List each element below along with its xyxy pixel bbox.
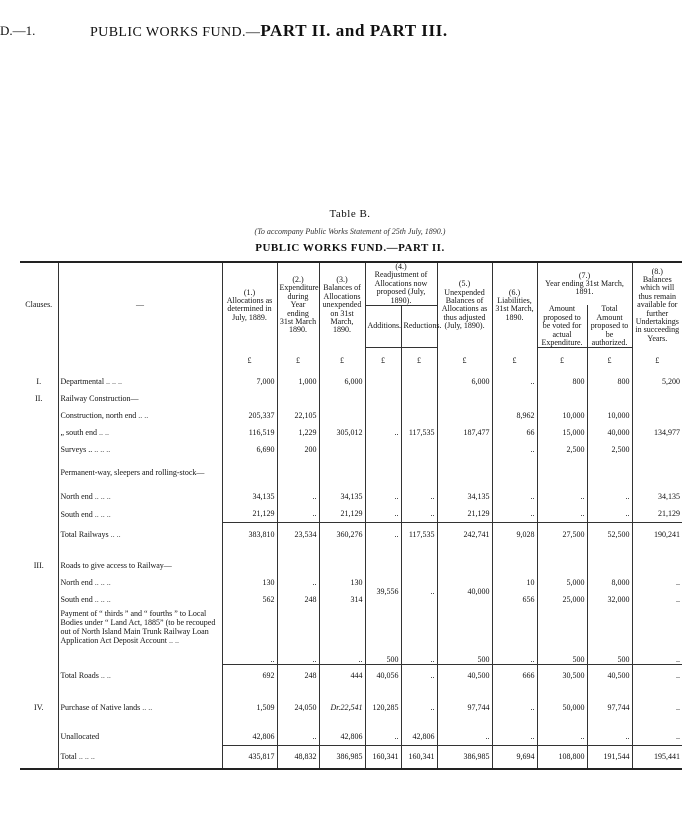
row-label: Railway Construction— [58,390,222,407]
cell: 117,535 [401,407,437,458]
cell: .. [632,699,682,716]
cell: 40,000 [437,574,492,608]
col8-num: (8.) [651,266,663,276]
clause: III. [33,561,44,571]
cell: 108,800 [537,745,587,769]
header-col8 [632,262,682,348]
cell: .. [277,488,319,505]
cell: 248 [277,591,319,608]
col5-label: Unexpended Balances of Allocations as thus adjusted (July, 1890). [441,287,488,331]
cell: .. [632,728,682,746]
title-prefix: PUBLIC WORKS FUND.— [90,25,261,40]
unit-c3: £ [319,348,365,374]
cell: .. [632,664,682,687]
cell: .. [492,505,537,523]
row-label: South end .. .. .. [58,591,222,608]
table-heading: PUBLIC WORKS FUND.—PART II. [255,242,445,254]
cell: 42,806 [222,728,277,746]
header-col4 [365,262,437,305]
cell: 10 [492,574,537,591]
title-bold: PART II. and PART III. [260,21,448,40]
unit-c7b: £ [587,348,632,374]
cell: 666 [492,664,537,687]
cell: .. [222,608,277,664]
cell: 23,534 [277,523,319,546]
cell: 22,105 [277,407,319,424]
cell: 30,500 [537,664,587,687]
unit-c8: £ [632,348,682,374]
cell: Dr.22,541 [319,699,365,716]
cell: .. [587,488,632,505]
cell: 656 [492,591,537,608]
cell: 195,441 [632,745,682,769]
row-label: Total Roads .. .. [58,664,222,687]
cell: 34,135 [632,488,682,505]
row-total-railways [20,523,682,546]
cell: 24,050 [277,699,319,716]
row-label: Surveys .. .. .. .. [58,441,222,458]
cell: 21,129 [319,505,365,523]
cell: .. [277,505,319,523]
cell: 5,000 [537,574,587,591]
cell: 562 [222,591,277,608]
cell: .. [401,608,437,664]
cell: 116,519 [222,424,277,441]
cell: 130 [319,574,365,591]
clause: I. [36,377,42,387]
row-label: Payment of “ thirds ” and “ fourths ” to Local Bodies under “ Land Act, 1885” (to be recouped out of North Island Main Trunk Railway Loan Application Act Deposit Account .. .. [58,608,222,664]
row-unallocated [20,728,682,746]
cell: 15,000 [537,424,587,441]
cell: 9,028 [492,523,537,546]
cell: .. [492,441,537,458]
cell: 32,000 [587,591,632,608]
cell: .. [632,591,682,608]
unit-c5: £ [437,348,492,374]
cell: .. [537,505,587,523]
header-col6 [492,262,537,348]
cell: .. [437,728,492,746]
cell: 160,341 [401,745,437,769]
cell: 800 [587,373,632,390]
cell: .. [587,728,632,746]
cell: 2,500 [587,441,632,458]
cell: 242,741 [437,523,492,546]
cell: 200 [277,441,319,458]
public-works-table [20,261,682,770]
cell: 6,000 [437,373,492,390]
header-clauses: Clauses. [25,300,53,310]
cell: .. [492,373,537,390]
cell: 9,694 [492,745,537,769]
cell: 25,000 [537,591,587,608]
header-col7-amount-voted: Amount proposed to be voted for actual Expenditure. [537,305,587,347]
cell: .. [319,608,365,664]
cell: 117,535 [401,523,437,546]
cell: 1,509 [222,699,277,716]
cell: 1,229 [277,424,319,441]
cell: .. [492,699,537,716]
cell: 248 [277,664,319,687]
cell: .. [277,728,319,746]
cell: 40,000 [587,424,632,441]
cell: 120,285 [365,699,401,716]
row-label: Purchase of Native lands .. .. [58,699,222,716]
page-ref: D.—1. [0,23,36,38]
unit-row [20,348,682,374]
row-departmental [20,373,682,390]
cell: 5,200 [632,373,682,390]
cell: .. [537,488,587,505]
row-label: „ south end .. .. [58,424,222,441]
cell: 1,000 [277,373,319,390]
row-label: Total Railways .. .. [58,523,222,546]
cell: 39,556 [365,574,401,608]
cell: 500 [587,608,632,664]
cell: 191,544 [587,745,632,769]
cell: .. [365,488,401,505]
table-label: Table B. [329,208,371,220]
cell: 444 [319,664,365,687]
cell: 66 [492,424,537,441]
cell: 42,806 [401,728,437,746]
header-description: — [58,262,222,348]
cell: .. [401,664,437,687]
row-pw-south [20,505,682,523]
cell: .. [492,608,537,664]
cell: 2,500 [537,441,587,458]
col4-num: (4.) [395,262,407,271]
col4-label: Readjustment of Allocations now proposed (July, 1890). [374,270,428,305]
cell: 21,129 [437,505,492,523]
cell: 435,817 [222,745,277,769]
cell: 205,337 [222,407,277,424]
cell: 42,806 [319,728,365,746]
cell: 34,135 [222,488,277,505]
cell: .. [365,728,401,746]
cell: 386,985 [319,745,365,769]
col3-label: Balances of Allocations unexpended on 31st March, 1890. [322,283,362,335]
col2-num: (2.) [292,275,304,285]
cell: 52,500 [587,523,632,546]
header-col5 [437,262,492,348]
header-col7-total-authorized: Total Amount proposed to be authorized. [587,305,632,347]
row-pw-north [20,488,682,505]
row-label: Departmental .. .. .. [58,373,222,390]
unit-c4b: £ [401,348,437,374]
cell: 40,500 [437,664,492,687]
header-col4-additions: Additions. [365,305,401,347]
header-col1 [222,262,277,348]
header-col4-reductions: Reductions. [401,305,437,347]
cell: 134,977 [632,407,682,458]
cell: 190,241 [632,523,682,546]
cell: 692 [222,664,277,687]
col3-num: (3.) [336,275,348,285]
row-total-roads [20,664,682,687]
header-col7 [537,262,632,305]
cell: .. [365,407,401,458]
cell: 10,000 [587,407,632,424]
cell: 8,962 [492,407,537,424]
cell: .. [277,574,319,591]
cell: 40,056 [365,664,401,687]
cell: .. [492,488,537,505]
cell: 7,000 [222,373,277,390]
row-label: Unallocated [58,728,222,746]
cell: 27,500 [537,523,587,546]
row-label: Permanent-way, sleepers and rolling-stock— [58,458,222,488]
col6-label: Liabilities, 31st March, 1890. [495,296,534,322]
unit-c7a: £ [537,348,587,374]
cell: .. [365,523,401,546]
clause: II. [35,394,43,404]
cell: 48,832 [277,745,319,769]
row-total [20,745,682,769]
cell: 34,135 [437,488,492,505]
cell: .. [492,728,537,746]
cell: 130 [222,574,277,591]
unit-c4a: £ [365,348,401,374]
cell: .. [365,505,401,523]
table-subtitle: (To accompany Public Works Statement of 25th July, 1890.) [254,227,446,236]
cell: .. [401,574,437,608]
cell: 97,744 [587,699,632,716]
cell: .. [632,608,682,664]
cell: 40,500 [587,664,632,687]
row-roads-south [20,591,682,608]
page-title [90,21,448,41]
cell: 34,135 [319,488,365,505]
unit-c6: £ [492,348,537,374]
clause: IV. [34,702,44,712]
cell: 50,000 [537,699,587,716]
row-label: North end .. .. .. [58,574,222,591]
cell: 10,000 [537,407,587,424]
cell: 8,000 [587,574,632,591]
cell: .. [537,728,587,746]
row-permanent-way [20,458,682,488]
cell: 314 [319,591,365,608]
row-payment [20,608,682,664]
cell: 160,341 [365,745,401,769]
unit-c1: £ [222,348,277,374]
header-col3 [319,262,365,348]
cell: 21,129 [222,505,277,523]
row-roads [20,557,682,574]
cell: 360,276 [319,523,365,546]
cell: .. [401,505,437,523]
cell: .. [401,488,437,505]
row-label: South end .. .. .. [58,505,222,523]
row-label: Total .. .. .. [58,745,222,769]
row-construction-north [20,407,682,424]
col8-label: Balances which will thus remain available for further Undertakings in succeeding Years. [635,275,680,343]
cell: 500 [365,608,401,664]
row-native-lands [20,699,682,716]
unit-c2: £ [277,348,319,374]
cell: 6,690 [222,441,277,458]
cell: 386,985 [437,745,492,769]
cell: 800 [537,373,587,390]
cell: 6,000 [319,373,365,390]
cell: .. [587,505,632,523]
row-railway-construction [20,390,682,407]
cell: .. [401,699,437,716]
cell: .. [632,574,682,591]
cell: 97,744 [437,699,492,716]
cell: 21,129 [632,505,682,523]
cell: 305,012 [319,407,365,458]
header-col2 [277,262,319,348]
col2-label: Expenditure during Year ending 31st March 1890. [279,283,319,335]
row-label: North end .. .. .. [58,488,222,505]
col7-label: Year ending 31st March, 1891. [545,279,624,297]
cell: 187,477 [437,407,492,458]
row-label: Construction, north end .. .. [58,407,222,424]
col5-num: (5.) [458,279,471,289]
cell: 500 [437,608,492,664]
col7-num: (7.) [578,270,591,280]
cell: 383,810 [222,523,277,546]
col1-num: (1.) [243,287,256,297]
col6-num: (6.) [508,287,521,297]
cell: .. [277,608,319,664]
cell: 500 [537,608,587,664]
row-label: Roads to give access to Railway— [58,557,222,574]
col1-label: Allocations as determined in July, 1889. [226,296,273,322]
row-roads-north [20,574,682,591]
